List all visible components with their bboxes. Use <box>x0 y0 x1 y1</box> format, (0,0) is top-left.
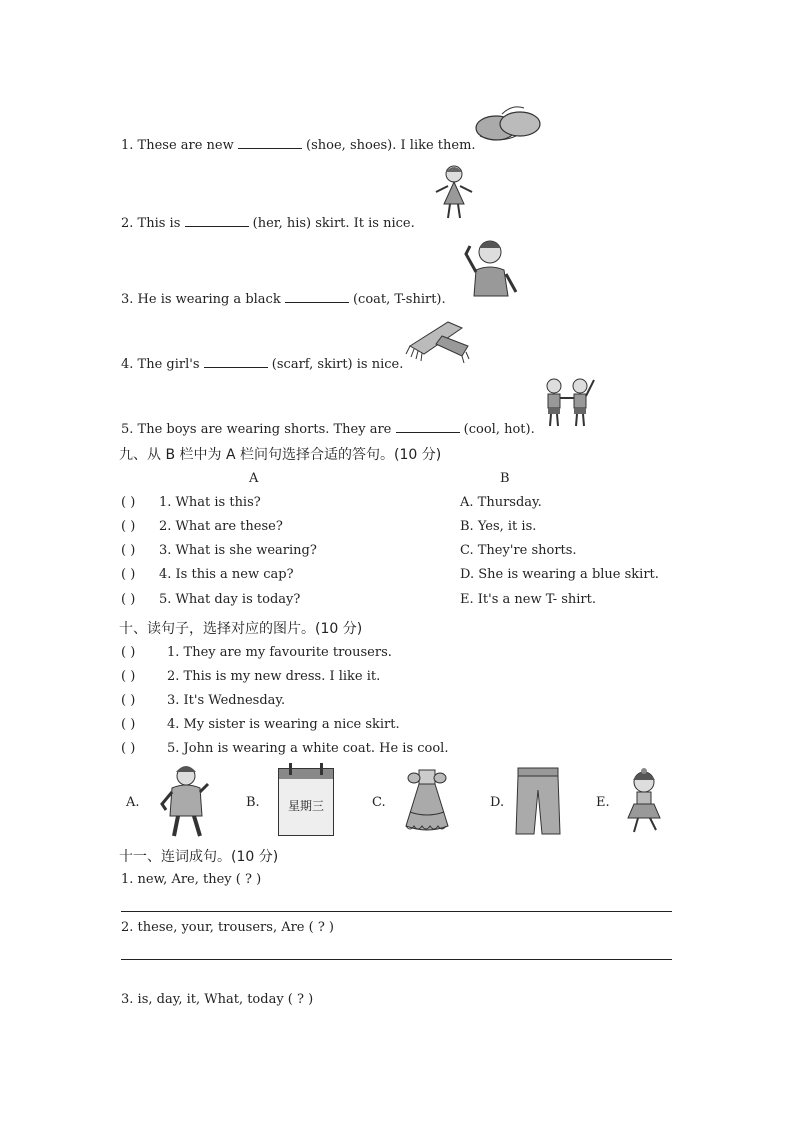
boy-waving-picture <box>462 236 518 298</box>
reorder-item-2: 2. these, your, trousers, Are ( ? ) <box>121 920 335 935</box>
match-answer-e: E. It's a new T- shirt. <box>460 592 596 607</box>
reorder-item-3: 3. is, day, it, What, today ( ? ) <box>121 992 314 1007</box>
column-a-header: A <box>249 471 259 486</box>
answer-paren[interactable]: ( ) <box>121 693 136 708</box>
reorder-item-1: 1. new, Are, they ( ? ) <box>121 872 262 887</box>
answer-paren[interactable]: ( ) <box>121 592 136 607</box>
fill-blank-3: 3. He is wearing a black (coat, T-shirt). <box>121 292 446 307</box>
answer-blank[interactable] <box>396 420 460 433</box>
calendar-text: 星期三 <box>287 799 324 813</box>
scarf-picture <box>402 316 474 364</box>
dress-picture <box>400 768 454 836</box>
answer-blank[interactable] <box>185 214 249 227</box>
calendar-ring-left <box>289 763 292 775</box>
option-label-c: C. <box>372 795 386 810</box>
answer-line-2[interactable] <box>121 959 672 960</box>
answer-paren[interactable]: ( ) <box>121 543 136 558</box>
option-label-d: D. <box>490 795 505 810</box>
girl-picture <box>432 162 476 220</box>
option-label-a: A. <box>126 795 140 810</box>
section9-title: 九、从 B 栏中为 A 栏问句选择合适的答句。(10 分) <box>119 447 442 463</box>
two-boys-picture <box>538 376 598 428</box>
fill-blank-4: 4. The girl's (scarf, skirt) is nice. <box>121 357 404 372</box>
calendar-picture <box>278 768 334 836</box>
match-answer-a: A. Thursday. <box>460 495 542 510</box>
answer-blank[interactable] <box>238 136 302 149</box>
fill-blank-5: 5. The boys are wearing shorts. They are (cool, hot). <box>121 422 535 437</box>
option-label-e: E. <box>596 795 610 810</box>
match-answer-b: B. Yes, it is. <box>460 519 537 534</box>
answer-blank[interactable] <box>285 290 349 303</box>
section11-title: 十一、连词成句。(10 分) <box>119 849 279 865</box>
column-b-header: B <box>500 471 510 486</box>
answer-paren[interactable]: ( ) <box>121 567 136 582</box>
fill-blank-1: 1. These are new (shoe, shoes). I like them. <box>121 138 476 153</box>
boy-in-coat-picture <box>156 764 216 840</box>
calendar-ring-right <box>320 763 323 775</box>
answer-paren[interactable]: ( ) <box>121 669 136 684</box>
section10-title: 十、读句子，选择对应的图片。(10 分) <box>119 621 363 637</box>
option-label-b: B. <box>246 795 260 810</box>
answer-paren[interactable]: ( ) <box>121 741 136 756</box>
trousers-picture <box>512 766 564 836</box>
answer-line-1[interactable] <box>121 911 672 912</box>
shoes-picture <box>472 96 544 146</box>
fill-blank-2: 2. This is (her, his) skirt. It is nice. <box>121 216 415 231</box>
worksheet-page: 1. These are new (shoe, shoes). I like them. 2. This is (her, his) skirt. It is nice. 3. He is wearing a black (coat, T-shirt). 4. The girl's (scarf, skirt) is nice. 5. The boys are wearing shorts. They are (cool, hot). 九、从 B 栏中为 A 栏问句选择合适的答句。(10 分) A B ( ) 1. What is this? ( ) 2. What are these? ( ) 3. What is she wearing? ( ) 4. Is this a new cap? ( ) 5. What day is today? A. Thursday. B. Yes, it is. C. They're shorts. D. She is wearing a blue skirt. E. It's a new T- shirt. 十、读句子，选择对应的图片。(10 分) ( ) 1. They are my favourite trousers. ( ) 2. This is my new dress. I like it. ( ) 3. It's Wednesday. ( ) 4. My sister is wearing a nice skirt. ( ) 5. John is wearing a white coat. He is cool. A. B. 星期三 C. D. E. 十一、连词成句。(10 分) 1. new, Are, they ( ? ) 2. these, your, trousers, Are ( ? ) 3. is, day, it, What, today ( ? ) <box>0 0 794 1123</box>
answer-paren[interactable]: ( ) <box>121 645 136 660</box>
calendar-binding <box>279 769 333 779</box>
answer-paren[interactable]: ( ) <box>121 519 136 534</box>
match-answer-c: C. They're shorts. <box>460 543 577 558</box>
answer-paren[interactable]: ( ) <box>121 717 136 732</box>
match-answer-d: D. She is wearing a blue skirt. <box>460 567 659 582</box>
answer-paren[interactable]: ( ) <box>121 495 136 510</box>
answer-blank[interactable] <box>204 355 268 368</box>
girl-in-skirt-picture <box>620 768 668 836</box>
